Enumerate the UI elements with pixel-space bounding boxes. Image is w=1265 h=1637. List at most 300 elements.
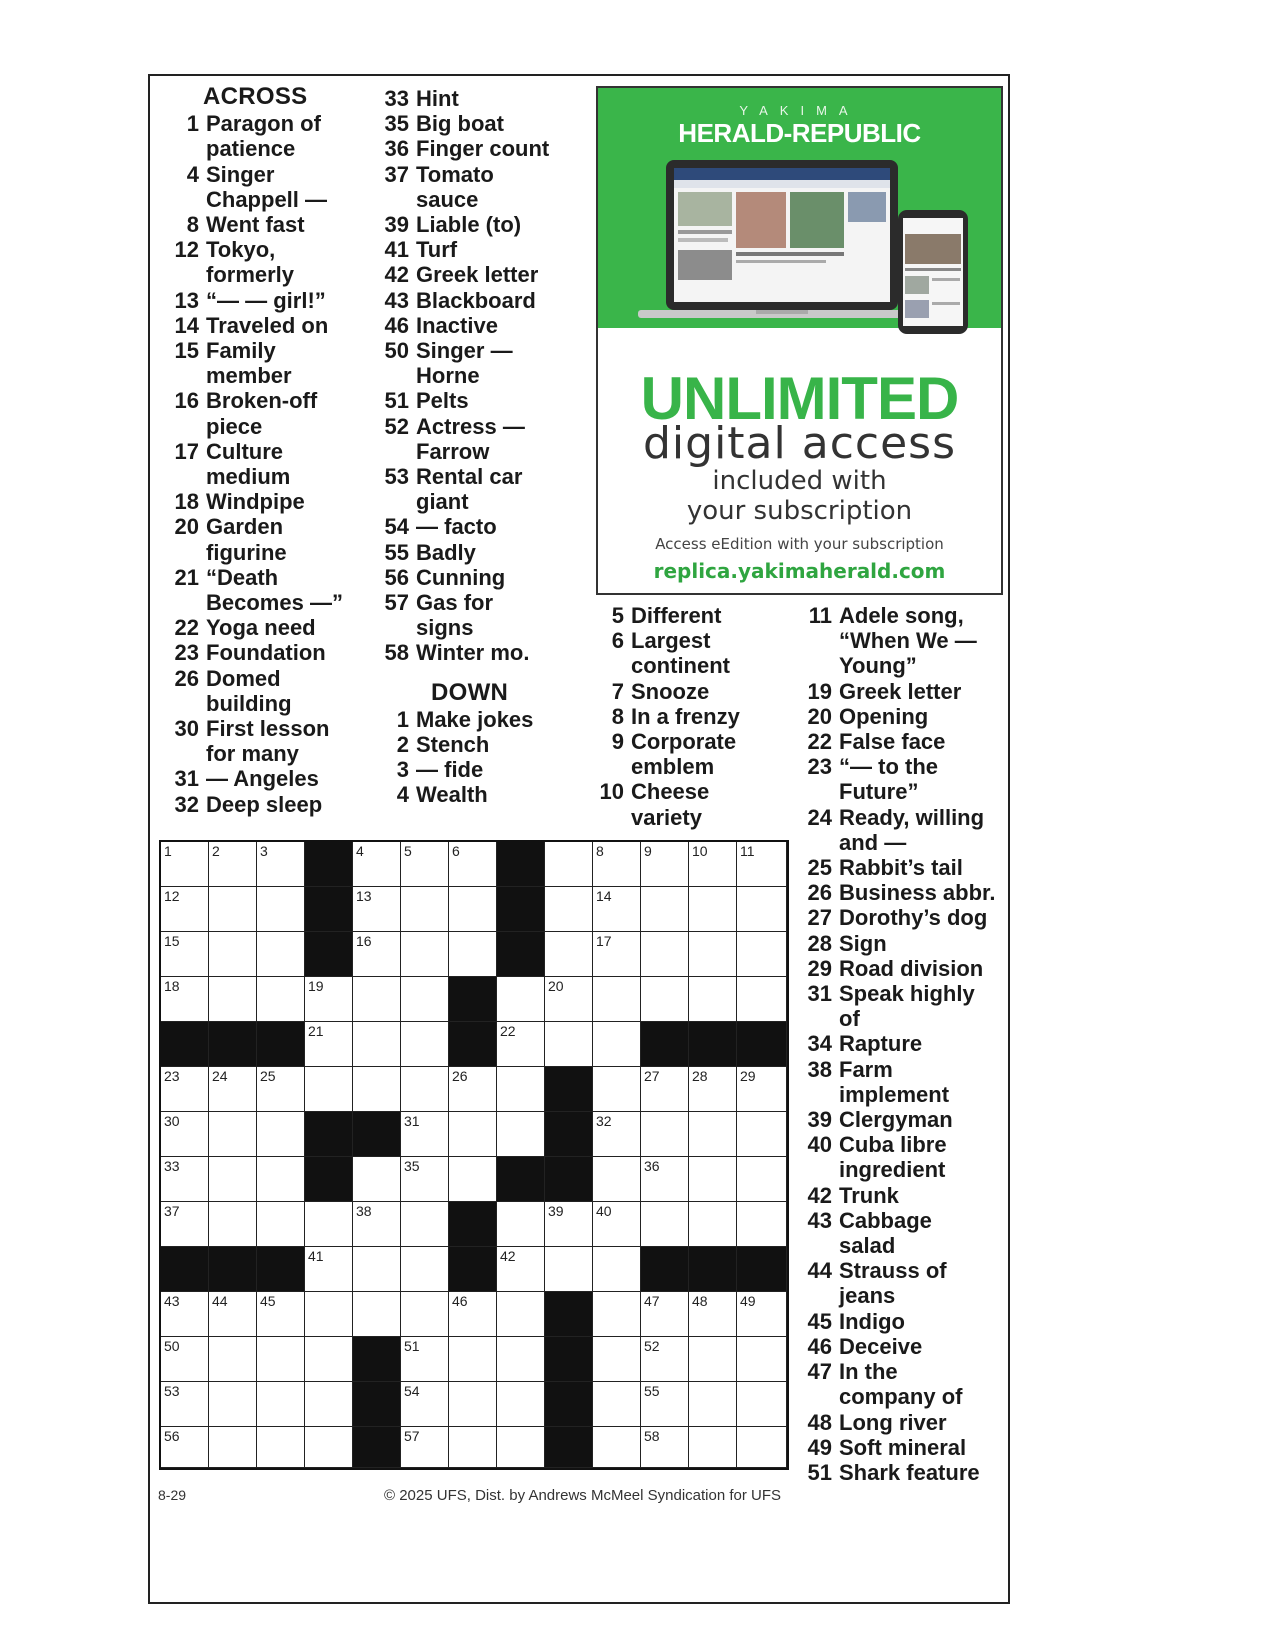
grid-cell[interactable] <box>353 887 401 932</box>
grid-cell[interactable] <box>353 932 401 977</box>
clue-text-line: False face <box>839 729 946 755</box>
grid-cell[interactable] <box>257 1112 305 1157</box>
down-clue-2 <box>373 732 583 757</box>
grid-black-square <box>545 1382 593 1427</box>
clue-text-line: Ready, willing <box>839 804 985 830</box>
clue-text <box>206 439 353 489</box>
clue-number: 20 <box>807 703 832 729</box>
clue-text <box>206 313 353 338</box>
grid-cell[interactable] <box>593 1337 641 1382</box>
clue-text-line: Windpipe <box>206 489 305 515</box>
clue-number: 52 <box>384 413 409 439</box>
grid-cell[interactable] <box>689 1382 737 1427</box>
clue-number: 42 <box>384 262 409 288</box>
grid-cell[interactable] <box>593 1022 641 1067</box>
grid-cell[interactable] <box>305 1427 353 1468</box>
clue-number: 22 <box>807 729 832 755</box>
grid-black-square <box>449 1202 497 1247</box>
grid-cell[interactable] <box>545 1202 593 1247</box>
grid-cell[interactable] <box>497 1292 545 1337</box>
grid-cell[interactable] <box>593 1247 641 1292</box>
grid-cell[interactable] <box>209 1382 257 1427</box>
grid-cell[interactable] <box>737 1112 787 1157</box>
grid-cell[interactable] <box>161 932 209 977</box>
down-clue-45 <box>796 1309 1006 1334</box>
grid-cell[interactable] <box>401 1337 449 1382</box>
clue-number: 15 <box>174 338 199 364</box>
down-clue-34 <box>796 1031 1006 1056</box>
grid-cell[interactable] <box>689 977 737 1022</box>
down-clue-9 <box>588 729 793 779</box>
grid-cell[interactable] <box>689 1202 737 1247</box>
clue-text-line: In the <box>839 1359 898 1385</box>
clue-number: 38 <box>807 1056 832 1082</box>
grid-cell[interactable] <box>737 1292 787 1337</box>
clue-text <box>839 1107 1006 1132</box>
clue-text-line: Soft mineral <box>839 1434 967 1460</box>
clue-number: 44 <box>807 1258 832 1284</box>
clue-text-line: implement <box>839 1081 950 1107</box>
grid-cell[interactable] <box>737 1067 787 1112</box>
clue-text <box>416 757 583 782</box>
grid-cell[interactable] <box>257 1292 305 1337</box>
grid-cell[interactable] <box>353 1247 401 1292</box>
grid-cell[interactable] <box>209 932 257 977</box>
grid-cell[interactable] <box>257 1382 305 1427</box>
clue-text-line: Wealth <box>416 782 488 808</box>
across-clue-58 <box>373 640 583 665</box>
grid-cell[interactable] <box>401 1382 449 1427</box>
grid-cell[interactable] <box>209 1337 257 1382</box>
grid-cell-number: 39 <box>548 1203 564 1219</box>
clue-number: 6 <box>611 628 624 654</box>
grid-cell[interactable] <box>689 842 737 887</box>
grid-cell-number: 54 <box>404 1383 420 1399</box>
grid-cell[interactable] <box>353 1202 401 1247</box>
clue-text-line: — fide <box>416 757 484 783</box>
grid-cell[interactable] <box>641 1112 689 1157</box>
grid-cell[interactable] <box>305 1292 353 1337</box>
ad-url-link[interactable]: replica.yakimaherald.com <box>653 559 946 583</box>
grid-cell[interactable] <box>209 1292 257 1337</box>
grid-cell[interactable] <box>545 1247 593 1292</box>
down-clues-col3 <box>588 603 793 830</box>
grid-cell[interactable] <box>449 1067 497 1112</box>
clue-number: 37 <box>384 161 409 187</box>
grid-cell[interactable] <box>449 1427 497 1468</box>
grid-cell[interactable] <box>401 1427 449 1468</box>
grid-cell[interactable] <box>689 887 737 932</box>
grid-cell[interactable] <box>689 1112 737 1157</box>
grid-cell[interactable] <box>449 1292 497 1337</box>
grid-cell[interactable] <box>401 1022 449 1067</box>
grid-cell[interactable] <box>401 1157 449 1202</box>
grid-cell-number: 18 <box>164 978 180 994</box>
across-clue-26 <box>163 666 353 716</box>
clue-text-line: salad <box>839 1233 896 1259</box>
clue-text-line: Long river <box>839 1409 947 1435</box>
clue-text-line: Pelts <box>416 388 469 414</box>
down-clue-51 <box>796 1460 1006 1485</box>
grid-cell[interactable] <box>737 1202 787 1247</box>
grid-black-square <box>641 1022 689 1067</box>
grid-cell[interactable] <box>257 1202 305 1247</box>
grid-cell[interactable] <box>161 842 209 887</box>
grid-cell[interactable] <box>689 1067 737 1112</box>
down-clue-5 <box>588 603 793 628</box>
clue-text-line: Becomes —” <box>206 590 343 616</box>
grid-cell[interactable] <box>161 977 209 1022</box>
grid-cell[interactable] <box>305 1067 353 1112</box>
grid-black-square <box>305 932 353 977</box>
grid-cell[interactable] <box>737 1337 787 1382</box>
grid-cell[interactable] <box>593 1112 641 1157</box>
grid-cell[interactable] <box>593 1427 641 1468</box>
across-clue-8 <box>163 212 353 237</box>
clue-number: 26 <box>174 665 199 691</box>
grid-cell[interactable] <box>641 1337 689 1382</box>
clue-text-line: Snooze <box>631 678 710 704</box>
down-clue-42 <box>796 1183 1006 1208</box>
clue-text-line: for many <box>206 741 299 767</box>
grid-cell[interactable] <box>353 842 401 887</box>
grid-cell[interactable] <box>257 1157 305 1202</box>
clue-number: 33 <box>384 86 409 111</box>
grid-cell[interactable] <box>593 932 641 977</box>
grid-cell[interactable] <box>593 842 641 887</box>
down-clue-46 <box>796 1334 1006 1359</box>
grid-cell[interactable] <box>209 842 257 887</box>
grid-cell[interactable] <box>641 887 689 932</box>
grid-cell[interactable] <box>689 1337 737 1382</box>
grid-cell[interactable] <box>689 1292 737 1337</box>
across-clue-21 <box>163 565 353 615</box>
clue-text-line: Yoga need <box>206 615 316 641</box>
clue-text-line: of <box>839 1006 860 1032</box>
clue-number: 45 <box>807 1308 832 1334</box>
clue-text <box>416 86 583 111</box>
grid-cell-number: 58 <box>644 1428 660 1444</box>
grid-cell-number: 16 <box>356 933 372 949</box>
clue-text <box>839 1208 1006 1258</box>
grid-cell[interactable] <box>497 977 545 1022</box>
grid-cell[interactable] <box>161 1382 209 1427</box>
grid-cell-number: 33 <box>164 1158 180 1174</box>
grid-cell[interactable] <box>689 1427 737 1468</box>
grid-cell[interactable] <box>593 977 641 1022</box>
grid-cell[interactable] <box>161 1427 209 1468</box>
clue-text-line: formerly <box>206 262 295 288</box>
grid-cell-number: 17 <box>596 933 612 949</box>
clue-number: 2 <box>396 732 409 758</box>
clue-number: 46 <box>384 312 409 338</box>
clue-number: 30 <box>174 716 199 742</box>
grid-cell[interactable] <box>161 887 209 932</box>
clue-text <box>631 603 793 628</box>
across-clue-39 <box>373 212 583 237</box>
grid-cell[interactable] <box>497 1382 545 1427</box>
grid-cell[interactable] <box>593 1067 641 1112</box>
grid-cell[interactable] <box>209 887 257 932</box>
grid-cell[interactable] <box>353 1067 401 1112</box>
grid-cell[interactable] <box>209 1427 257 1468</box>
grid-black-square <box>737 1247 787 1292</box>
ad-headline: UNLIMITED <box>640 365 959 432</box>
grid-cell[interactable] <box>737 1382 787 1427</box>
clue-text <box>416 590 583 640</box>
clue-text <box>839 1132 1006 1182</box>
grid-cell[interactable] <box>449 1337 497 1382</box>
grid-cell[interactable] <box>737 842 787 887</box>
clue-number: 26 <box>807 880 832 906</box>
clue-text-line: Finger count <box>416 136 550 162</box>
across-clue-12 <box>163 237 353 287</box>
clue-number: 27 <box>807 905 832 931</box>
grid-cell[interactable] <box>401 1112 449 1157</box>
grid-cell[interactable] <box>545 977 593 1022</box>
clue-text-line: Farm <box>839 1056 893 1082</box>
grid-black-square <box>353 1337 401 1382</box>
grid-cell[interactable] <box>305 1247 353 1292</box>
clue-text-line: Horne <box>416 363 480 389</box>
grid-cell[interactable] <box>305 977 353 1022</box>
grid-cell[interactable] <box>401 932 449 977</box>
ad-brand-name: HERALD-REPUBLIC <box>678 118 921 148</box>
grid-cell[interactable] <box>449 1382 497 1427</box>
clue-number: 54 <box>384 514 409 540</box>
clue-text <box>206 640 353 665</box>
grid-cell[interactable] <box>449 1112 497 1157</box>
grid-cell-number: 35 <box>404 1158 420 1174</box>
clue-text-line: Corporate <box>631 729 737 755</box>
down-clue-29 <box>796 956 1006 981</box>
grid-cell[interactable] <box>209 1067 257 1112</box>
grid-cell[interactable] <box>545 1022 593 1067</box>
grid-cell-number: 12 <box>164 888 180 904</box>
grid-cell[interactable] <box>353 1022 401 1067</box>
clue-text <box>416 707 583 732</box>
grid-cell[interactable] <box>593 1157 641 1202</box>
grid-cell-number: 14 <box>596 888 612 904</box>
clue-number: 29 <box>807 955 832 981</box>
clue-text-line: ingredient <box>839 1157 946 1183</box>
clue-text-line: Tomato <box>416 161 494 187</box>
grid-cell[interactable] <box>305 1022 353 1067</box>
grid-cell[interactable] <box>401 1292 449 1337</box>
grid-cell[interactable] <box>641 1427 689 1468</box>
clue-text-line: Future” <box>839 779 919 805</box>
ad-subhead: digital access <box>643 418 956 469</box>
grid-cell-number: 55 <box>644 1383 660 1399</box>
grid-cell[interactable] <box>401 842 449 887</box>
grid-cell[interactable] <box>545 932 593 977</box>
clue-text <box>416 162 583 212</box>
clue-text <box>416 136 583 161</box>
clue-number: 50 <box>384 338 409 364</box>
grid-cell[interactable] <box>257 977 305 1022</box>
across-clue-36 <box>373 136 583 161</box>
clue-text-line: Road division <box>839 955 984 981</box>
grid-cell[interactable] <box>497 1427 545 1468</box>
grid-cell[interactable] <box>593 1202 641 1247</box>
across-clue-20 <box>163 514 353 564</box>
clue-number: 36 <box>384 136 409 162</box>
grid-cell[interactable] <box>161 1157 209 1202</box>
grid-cell[interactable] <box>161 1337 209 1382</box>
clue-text <box>416 262 583 287</box>
clue-text <box>839 956 1006 981</box>
grid-cell[interactable] <box>305 1382 353 1427</box>
grid-cell[interactable] <box>257 842 305 887</box>
clue-text-line: medium <box>206 464 291 490</box>
grid-cell[interactable] <box>593 1382 641 1427</box>
down-clue-20 <box>796 704 1006 729</box>
grid-cell[interactable] <box>641 1157 689 1202</box>
grid-cell[interactable] <box>449 887 497 932</box>
grid-cell[interactable] <box>497 1337 545 1382</box>
grid-cell[interactable] <box>257 932 305 977</box>
grid-black-square <box>641 1247 689 1292</box>
grid-cell[interactable] <box>449 932 497 977</box>
grid-cell[interactable] <box>497 1112 545 1157</box>
grid-cell[interactable] <box>401 887 449 932</box>
grid-cell[interactable] <box>497 1022 545 1067</box>
grid-cell[interactable] <box>257 1427 305 1468</box>
grid-black-square <box>689 1247 737 1292</box>
across-heading: ACROSS <box>203 83 308 110</box>
grid-cell[interactable] <box>545 842 593 887</box>
grid-cell[interactable] <box>209 1112 257 1157</box>
grid-cell[interactable] <box>641 977 689 1022</box>
grid-cell[interactable] <box>737 932 787 977</box>
grid-cell[interactable] <box>209 1202 257 1247</box>
grid-cell[interactable] <box>737 1427 787 1468</box>
clue-text-line: “Death <box>206 564 279 590</box>
across-clue-15 <box>163 338 353 388</box>
grid-cell[interactable] <box>497 1202 545 1247</box>
down-clue-25 <box>796 855 1006 880</box>
grid-black-square <box>737 1022 787 1067</box>
grid-cell[interactable] <box>449 1157 497 1202</box>
clue-text-line: and — <box>839 829 907 855</box>
grid-cell[interactable] <box>737 887 787 932</box>
phone-illustration <box>898 210 968 334</box>
laptop-illustration <box>638 156 926 326</box>
grid-cell[interactable] <box>353 977 401 1022</box>
clue-text-line: Tokyo, <box>206 237 276 263</box>
grid-cell[interactable] <box>305 1337 353 1382</box>
clue-text <box>206 162 353 212</box>
clue-number: 39 <box>807 1107 832 1133</box>
clue-text-line: Adele song, <box>839 603 964 628</box>
clue-text-line: jeans <box>839 1283 896 1309</box>
across-clue-51 <box>373 388 583 413</box>
grid-black-square <box>497 887 545 932</box>
grid-cell[interactable] <box>305 1202 353 1247</box>
grid-cell[interactable] <box>641 1067 689 1112</box>
ad-line-1: included with <box>712 466 887 496</box>
grid-cell[interactable] <box>737 977 787 1022</box>
grid-cell[interactable] <box>641 1292 689 1337</box>
clue-text-line: Family <box>206 338 276 364</box>
clue-text <box>631 679 793 704</box>
across-clue-50 <box>373 338 583 388</box>
grid-cell-number: 8 <box>596 843 604 859</box>
puzzle-date: 8-29 <box>158 1487 187 1503</box>
grid-cell-number: 19 <box>308 978 324 994</box>
clue-text <box>416 732 583 757</box>
clue-number: 1 <box>186 111 199 137</box>
grid-cell[interactable] <box>689 932 737 977</box>
grid-cell[interactable] <box>737 1157 787 1202</box>
grid-cell[interactable] <box>353 1157 401 1202</box>
grid-cell[interactable] <box>401 977 449 1022</box>
grid-cell[interactable] <box>161 1112 209 1157</box>
grid-black-square <box>497 1157 545 1202</box>
grid-cell[interactable] <box>593 1292 641 1337</box>
clue-text <box>206 716 353 766</box>
clue-text <box>416 414 583 464</box>
clue-text <box>631 704 793 729</box>
grid-cell[interactable] <box>497 1247 545 1292</box>
grid-cell-number: 20 <box>548 978 564 994</box>
grid-cell[interactable] <box>257 887 305 932</box>
grid-cell[interactable] <box>401 1067 449 1112</box>
grid-cell[interactable] <box>161 1202 209 1247</box>
grid-cell[interactable] <box>641 1382 689 1427</box>
clue-text-line: Inactive <box>416 312 498 338</box>
subscription-ad[interactable] <box>596 86 1003 595</box>
grid-cell[interactable] <box>161 1292 209 1337</box>
grid-cell[interactable] <box>641 842 689 887</box>
grid-cell-number: 46 <box>452 1293 468 1309</box>
grid-cell[interactable] <box>641 932 689 977</box>
grid-cell[interactable] <box>353 1292 401 1337</box>
clue-text <box>206 565 353 615</box>
grid-cell[interactable] <box>257 1337 305 1382</box>
grid-black-square <box>545 1157 593 1202</box>
grid-cell-number: 37 <box>164 1203 180 1219</box>
across-clue-54 <box>373 514 583 539</box>
grid-cell[interactable] <box>497 1067 545 1112</box>
clue-text-line: Chappell — <box>206 186 328 212</box>
grid-cell[interactable] <box>689 1157 737 1202</box>
across-clue-53 <box>373 464 583 514</box>
grid-cell-number: 13 <box>356 888 372 904</box>
clue-number: 22 <box>174 615 199 641</box>
grid-cell[interactable] <box>161 1067 209 1112</box>
grid-cell[interactable] <box>401 1202 449 1247</box>
clue-text <box>839 679 1006 704</box>
clue-text-line: Largest <box>631 628 711 654</box>
clue-text-line: emblem <box>631 754 715 780</box>
grid-cell[interactable] <box>449 842 497 887</box>
grid-cell[interactable] <box>209 977 257 1022</box>
across-clue-42 <box>373 262 583 287</box>
grid-cell[interactable] <box>257 1067 305 1112</box>
grid-cell-number: 1 <box>164 843 172 859</box>
clue-text-line: Shark feature <box>839 1459 980 1485</box>
grid-cell[interactable] <box>209 1157 257 1202</box>
clue-text <box>206 288 353 313</box>
grid-cell[interactable] <box>401 1247 449 1292</box>
grid-cell[interactable] <box>545 887 593 932</box>
grid-cell-number: 32 <box>596 1113 612 1129</box>
grid-cell[interactable] <box>641 1202 689 1247</box>
grid-cell[interactable] <box>593 887 641 932</box>
clue-number: 21 <box>174 564 199 590</box>
grid-cell-number: 52 <box>644 1338 660 1354</box>
